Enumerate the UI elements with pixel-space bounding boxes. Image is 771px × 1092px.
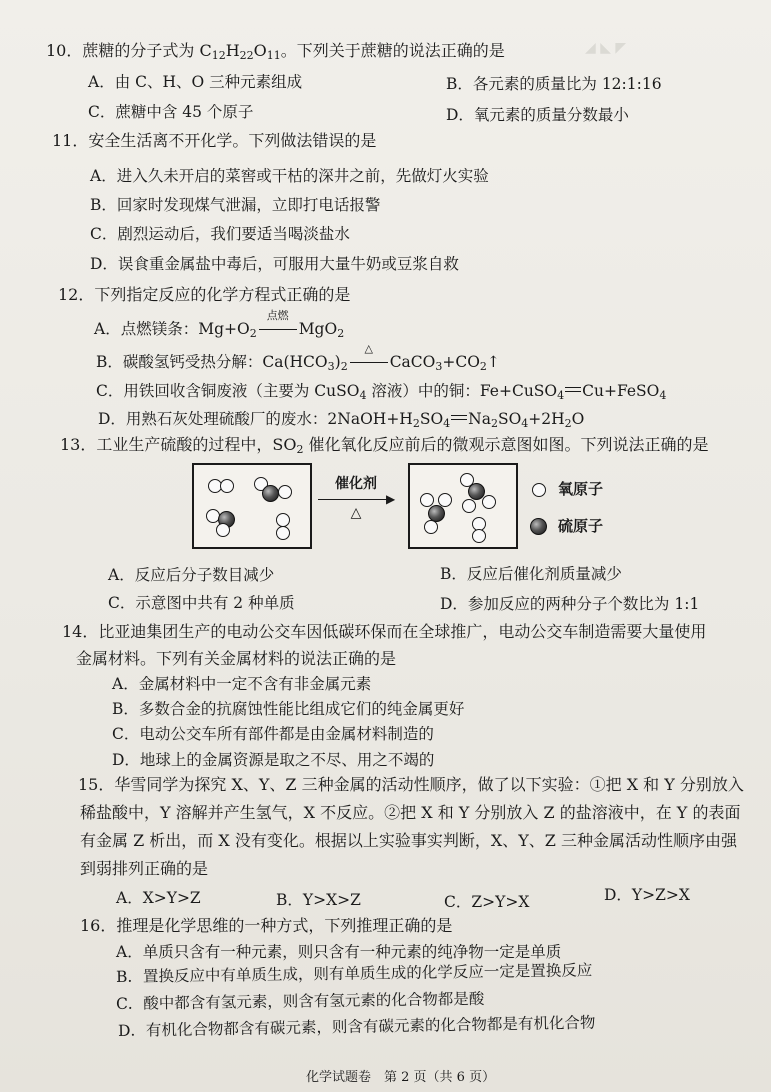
q11-option-b: B．回家时发现煤气泄漏，立即打电话报警 xyxy=(90,196,381,214)
q14-option-d: D．地球上的金属资源是取之不尽、用之不竭的 xyxy=(112,751,435,769)
q16-option-a: A．单质只含有一种元素，则只含有一种元素的纯净物一定是单质 xyxy=(116,943,562,961)
oxygen-atom-icon xyxy=(276,526,290,540)
before-box xyxy=(192,463,312,549)
oxygen-atom-icon xyxy=(216,523,230,537)
q15-option-c: C．Z>Y>X xyxy=(444,893,530,911)
q11-option-a: A．进入久未开启的菜窖或干枯的深井之前，先做灯火实验 xyxy=(90,167,489,185)
q14-option-c: C．电动公交车所有部件都是由金属材料制造的 xyxy=(112,725,434,743)
q13-option-a: A．反应后分子数目减少 xyxy=(108,566,275,584)
q15-option-a: A．X>Y>Z xyxy=(116,889,201,907)
q13-option-d: D．参加反应的两种分子个数比为 1:1 xyxy=(440,595,700,613)
q10-stem: 10．蔗糖的分子式为 $C_{12}H_{22}O_{11}$。下列关于蔗糖的说法正确的是 xyxy=(46,41,505,62)
q10-option-b: B．各元素的质量比为 12:1:16 xyxy=(446,75,662,93)
catalyst-label: 催化剂 xyxy=(335,476,377,492)
reaction-condition: 点燃 xyxy=(257,318,299,340)
reaction-condition: △ xyxy=(348,351,390,373)
legend-oxygen-label: 氧原子 xyxy=(558,480,604,498)
legend-sulfur-label: 硫原子 xyxy=(558,517,604,535)
heat-symbol: △ xyxy=(350,505,362,521)
page-footer: 化学试题卷 第 2 页（共 6 页） xyxy=(306,1070,496,1085)
legend-sulfur-icon xyxy=(530,518,547,535)
q15-stem-line3: 有金属 Z 析出，而 X 没有变化。根据以上实验事实判断，X、Y、Z 三种金属活动性顺序由强 xyxy=(80,831,738,850)
legend-oxygen-icon xyxy=(532,483,546,497)
q14-option-b: B．多数合金的抗腐蚀性能比组成它们的纯金属更好 xyxy=(112,700,465,718)
q15-stem-line1: 15．华雪同学为探究 X、Y、Z 三种金属的活动性顺序，做了以下实验：①把 X 和 Y 分别放入 xyxy=(78,775,744,794)
q12-option-d: D．用熟石灰处理硫酸厂的废水：$2NaOH+H_2SO_4$ $Na_2SO_4+2H_2O$ xyxy=(98,410,585,430)
q14-stem-line2: 金属材料。下列有关金属材料的说法正确的是 xyxy=(76,649,397,668)
q15-stem-line2: 稀盐酸中，Y 溶解并产生氢气，X 不反应。②把 X 和 Y 分别放入 Z 的盐溶液中，在 Y 的表面 xyxy=(80,803,741,822)
q12-option-c: C．用铁回收含铜废液（主要为 CuSO$_4$ 溶液）中的铜：Fe+CuSO$_4$ Cu+FeSO$_4$ xyxy=(96,382,667,402)
oxygen-atom-icon xyxy=(278,485,292,499)
q11-stem: 11．安全生活离不开化学。下列做法错误的是 xyxy=(52,131,377,150)
q15-option-b: B．Y>X>Z xyxy=(276,891,361,909)
bleed-through-mark: ◢ ◣ ◤ xyxy=(585,40,627,56)
after-box xyxy=(408,463,518,549)
q13-stem: 13．工业生产硫酸的过程中，$SO_2$ 催化氧化反应前后的微观示意图如图。下列说法正确的是 xyxy=(60,435,709,456)
q13-option-b: B．反应后催化剂质量减少 xyxy=(440,565,622,583)
oxygen-atom-icon xyxy=(472,529,486,543)
oxygen-atom-icon xyxy=(220,479,234,493)
q14-option-a: A．金属材料中一定不含有非金属元素 xyxy=(112,675,372,693)
q16-option-d: D．有机化合物都含有碳元素，则含有碳元素的化合物都是有机化合物 xyxy=(117,1013,596,1040)
q15-option-d: D．Y>Z>X xyxy=(604,886,690,904)
oxygen-atom-icon xyxy=(482,495,496,509)
q15-stem-line4: 到弱排列正确的是 xyxy=(80,859,209,878)
sulfur-atom-icon xyxy=(262,485,279,502)
oxygen-atom-icon xyxy=(276,513,290,527)
q11-option-d: D．误食重金属盐中毒后，可服用大量牛奶或豆浆自救 xyxy=(90,255,459,273)
reaction-diagram xyxy=(192,463,612,549)
q12-stem: 12．下列指定反应的化学方程式正确的是 xyxy=(58,285,351,304)
oxygen-atom-icon xyxy=(462,499,476,513)
oxygen-atom-icon xyxy=(424,520,438,534)
q12-option-a: A．点燃镁条：$Mg+O_2$ 点燃 MgO$_2$ xyxy=(94,309,345,340)
q13-option-c: C．示意图中共有 2 种单质 xyxy=(108,594,295,612)
q16-option-b: B．置换反应中有单质生成，则有单质生成的化学反应一定是置换反应 xyxy=(115,961,593,986)
arrow-head-icon: ▶ xyxy=(386,492,396,506)
q14-stem-line1: 14．比亚迪集团生产的电动公交车因低碳环保而在全球推广，电动公交车制造需要大量使用 xyxy=(62,622,707,641)
q16-stem: 16．推理是化学思维的一种方式，下列推理正确的是 xyxy=(80,916,453,935)
q10-option-a: A．由 C、H、O 三种元素组成 xyxy=(88,73,303,91)
q10-option-c: C．蔗糖中含 45 个原子 xyxy=(88,103,254,121)
reaction-arrow-line xyxy=(318,499,390,500)
q12-option-b: B．碳酸氢钙受热分解：$Ca(HCO_3)_2$ △ $CaCO_3+CO_2↑$ xyxy=(96,342,500,373)
q10-option-d: D．氧元素的质量分数最小 xyxy=(446,106,629,124)
q16-option-c: C．酸中都含有氢元素，则含有氢元素的化合物都是酸 xyxy=(115,989,485,1013)
q11-option-c: C．剧烈运动后，我们要适当喝淡盐水 xyxy=(90,225,350,243)
